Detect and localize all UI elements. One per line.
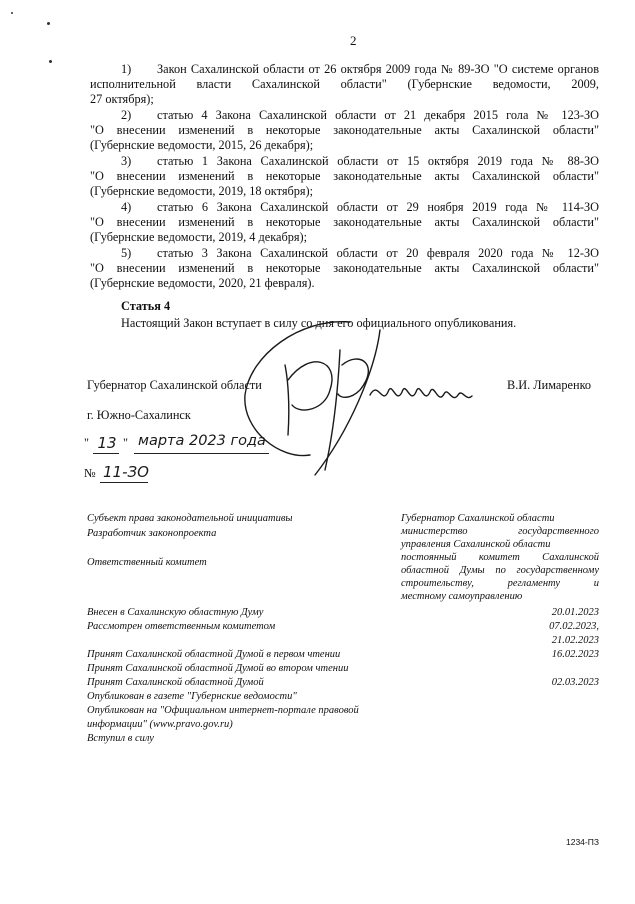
article-text: Настоящий Закон вступает в силу со дня его официального опубликования. [121,316,517,330]
underline [134,453,269,454]
governor-name: В.И. Лимаренко [507,378,592,392]
list-item-line: статью 4 Закона Сахалинской области от 21 декабря 2015 гола № 123-ЗО [157,108,599,122]
footer-code: 1234-ПЗ [566,837,599,847]
list-item-line: (Губернские ведомости, 2019, 18 октября); [90,184,314,198]
underline [100,482,148,483]
list-item-number: 2) [121,108,132,122]
number-value: 11-ЗО [103,463,149,481]
stage-label: Опубликован на "Официальном интернет-портале правовой [87,705,359,716]
page-number: 2 [350,33,357,48]
list-item-line: "О внесении изменений в некоторые законодательные акты Сахалинской области" [90,261,599,275]
list-item-number: 4) [121,200,132,214]
meta-label: Субъект права законодательной инициативы [87,513,293,524]
stage-label: Внесен в Сахалинскую областную Думу [87,607,264,618]
list-item-line: (Губернские ведомости, 2019, 4 декабря); [90,230,308,244]
meta-value: областной Думы по государственному [401,565,599,576]
stage-date: 02.03.2023 [551,677,599,688]
stage-date: 16.02.2023 [551,649,599,660]
underline [93,453,119,454]
stage-date: 21.02.2023 [551,635,599,646]
list-item-line: (Губернские ведомости, 2020, 21 февраля). [90,276,315,290]
date-quote-open: " [84,436,90,450]
stage-label: Опубликован в газете "Губернские ведомости" [87,691,297,702]
list-item-number: 3) [121,154,132,168]
scan-mark [49,60,52,63]
stage-label: информации" (www.pravo.gov.ru) [87,719,233,730]
stage-label: Принят Сахалинской областной Думой в первом чтении [87,649,341,660]
list-item-line: Закон Сахалинской области от 26 октября 2009 года № 89-ЗО "О системе органов [157,62,599,76]
date-day: 13 [97,434,117,452]
signing-date [84,433,274,458]
list-item-line: 27 октября); [90,92,154,106]
meta-value: управления Сахалинской области [401,539,551,550]
list-item-line: "О внесении изменений в некоторые законодательные акты Сахалинской области" [90,169,599,183]
date-quote-close: " [123,436,129,450]
meta-value: министерство государственного [401,526,599,537]
stage-date: 07.02.2023, [549,621,599,632]
list-item-line: статью 3 Закона Сахалинской области от 20 февраля 2020 года № 12-ЗО [157,246,599,260]
number-prefix: № [84,466,96,480]
meta-value: строительству, регламенту и [401,578,599,589]
list-item-line: статью 1 Закона Сахалинской области от 15 октября 2019 года № 88-ЗО [157,154,599,168]
list-item-line: статью 6 Закона Сахалинской области от 29 ноября 2019 года № 114-ЗО [157,200,599,214]
date-month-year: марта 2023 года [138,433,266,449]
law-number [84,464,174,486]
governor-title: Губернатор Сахалинской области [87,378,262,392]
stage-label: Принят Сахалинской областной Думой [87,677,264,688]
list-item-line: "О внесении изменений в некоторые законодательные акты Сахалинской области" [90,123,599,137]
stage-label: Рассмотрен ответственным комитетом [87,621,276,632]
article-title: Статья 4 [121,299,171,313]
stage-date: 20.01.2023 [551,607,599,618]
list-item-line: (Губернские ведомости, 2015, 26 декабря); [90,138,314,152]
scan-mark [11,12,13,14]
meta-value: местному самоуправлению [401,591,523,602]
city: г. Южно-Сахалинск [87,408,191,422]
list-item-number: 1) [121,62,132,76]
list-item-line: "О внесении изменений в некоторые законодательные акты Сахалинской области" [90,215,599,229]
meta-label: Ответственный комитет [87,557,207,568]
stage-label: Вступил в силу [87,733,154,744]
meta-value: постоянный комитет Сахалинской [401,552,599,563]
meta-label: Разработчик законопроекта [87,528,217,539]
scan-mark [47,22,50,25]
meta-value: Губернатор Сахалинской области [401,513,555,524]
list-item-line: исполнительной власти Сахалинской области" (Губернские ведомости, 2009, [90,77,599,91]
stage-label: Принят Сахалинской областной Думой во втором чтении [87,663,349,674]
list-item-number: 5) [121,246,132,260]
